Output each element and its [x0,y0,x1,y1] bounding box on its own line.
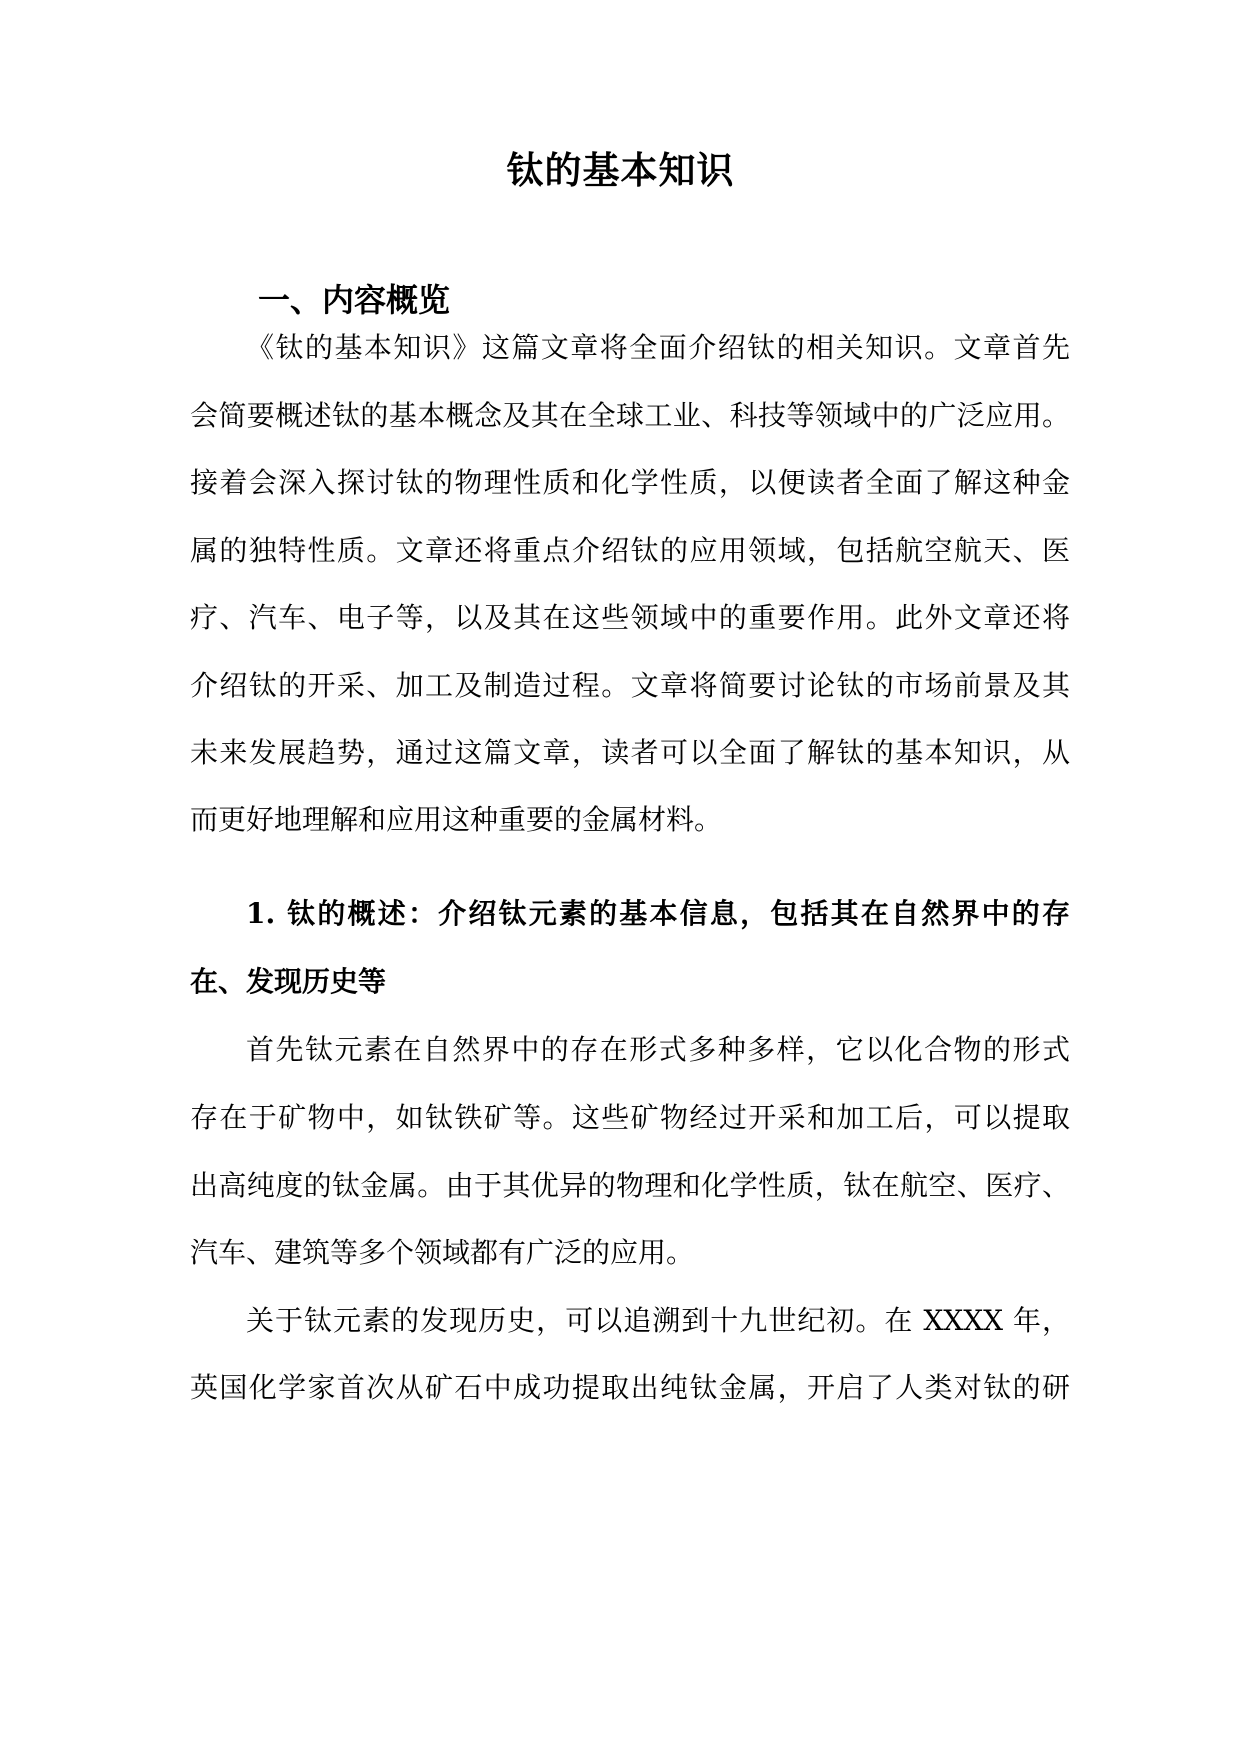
subheading-line-2: 在、发现历史等 [190,965,387,998]
overview-line-3: 接着会深入探讨钛的物理性质和化学性质，以便读者全面了解这种金 [190,466,1070,499]
overview-line-4: 属的独特性质。文章还将重点介绍钛的应用领域，包括航空航天、医 [190,534,1070,567]
para2-line-4: 汽车、建筑等多个领域都有广泛的应用。 [190,1236,695,1269]
subheading-line-1: 1. 钛的概述：介绍钛元素的基本信息，包括其在自然界中的存 [246,897,1070,930]
section-heading: 一、内容概览 [258,281,451,319]
para3-line-1: 关于钛元素的发现历史，可以追溯到十九世纪初。在 XXXX 年， [246,1304,1070,1337]
para2-line-1: 首先钛元素在自然界中的存在形式多种多样，它以化合物的形式 [246,1033,1070,1066]
overview-line-6: 介绍钛的开采、加工及制造过程。文章将简要讨论钛的市场前景及其 [190,669,1070,702]
overview-line-1: 《钛的基本知识》这篇文章将全面介绍钛的相关知识。文章首先 [246,331,1070,364]
overview-line-5: 疗、汽车、电子等，以及其在这些领域中的重要作用。此外文章还将 [190,601,1070,634]
para2-line-2: 存在于矿物中，如钛铁矿等。这些矿物经过开采和加工后，可以提取 [190,1101,1070,1134]
overview-line-8: 而更好地理解和应用这种重要的金属材料。 [190,803,723,836]
overview-line-7: 未来发展趋势，通过这篇文章，读者可以全面了解钛的基本知识，从 [190,736,1070,769]
overview-line-2: 会简要概述钛的基本概念及其在全球工业、科技等领域中的广泛应用。 [190,399,1070,432]
para3-line-2: 英国化学家首次从矿石中成功提取出纯钛金属，开启了人类对钛的研 [190,1371,1070,1404]
document-title: 钛的基本知识 [506,148,735,192]
para2-line-3: 出高纯度的钛金属。由于其优异的物理和化学性质，钛在航空、医疗、 [190,1169,1070,1202]
